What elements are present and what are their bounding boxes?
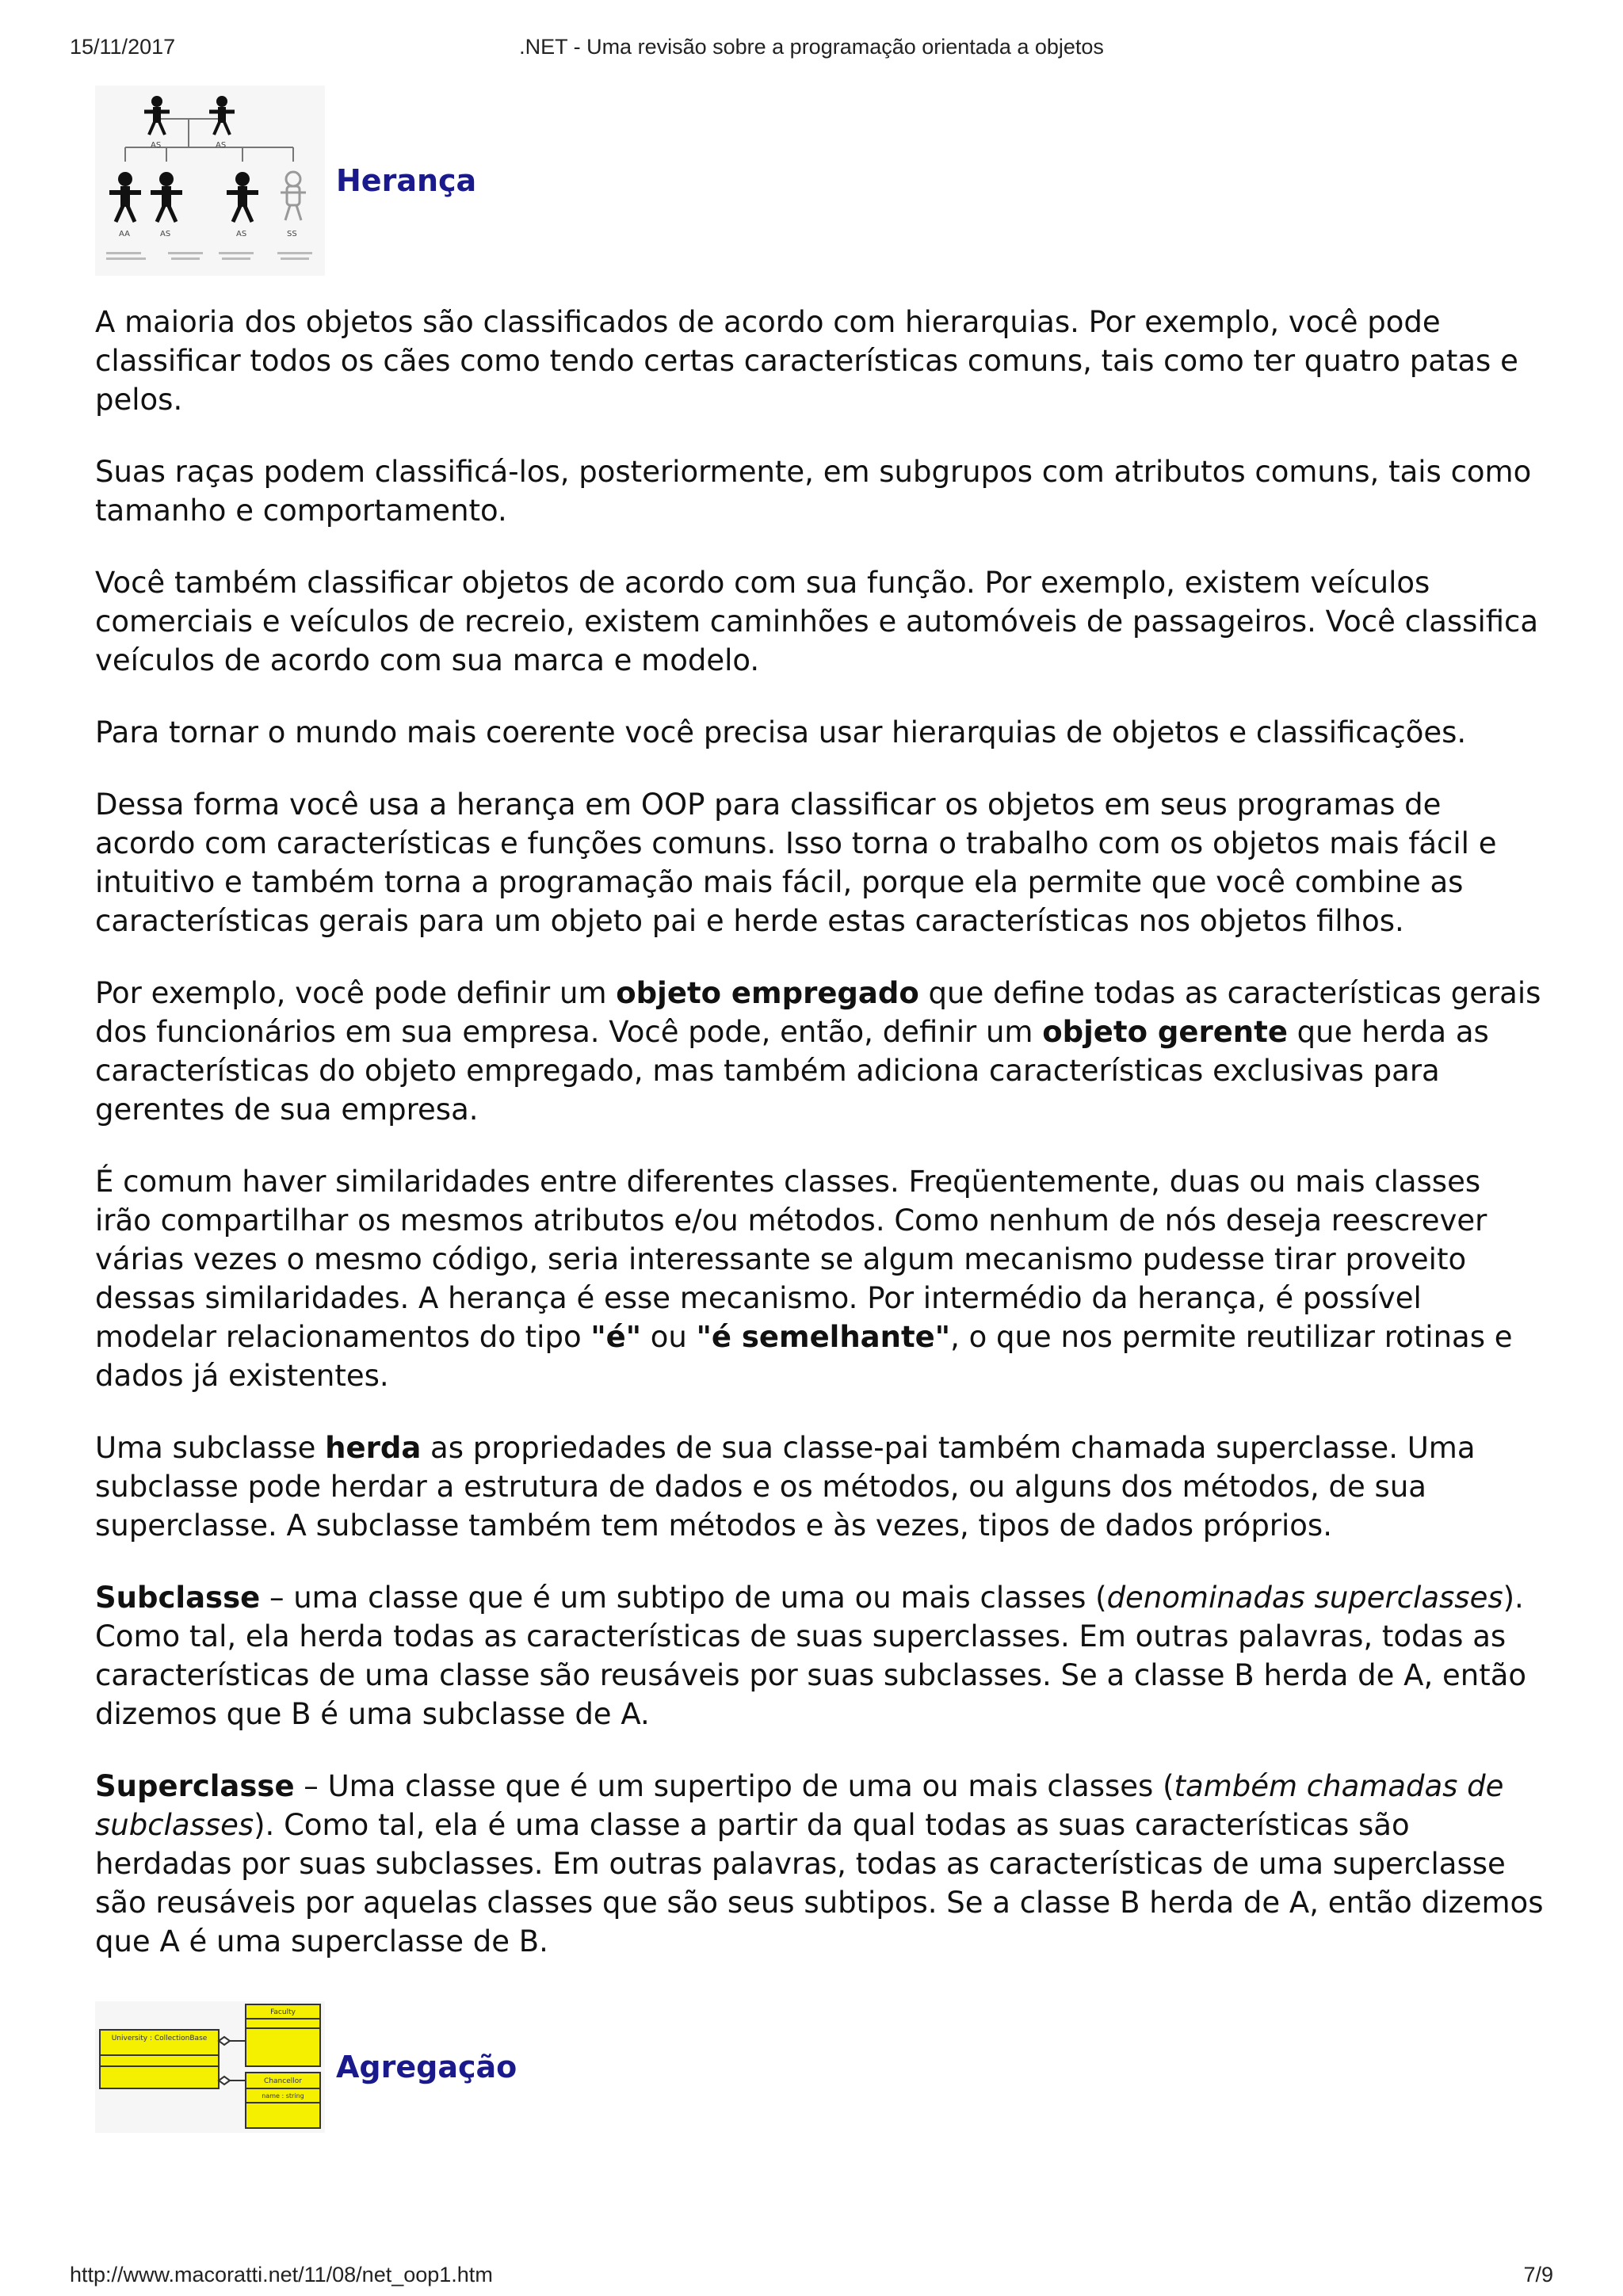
bold-term: Subclasse: [95, 1581, 261, 1615]
aggregation-uml-figure: [95, 2001, 325, 2133]
section-title-agregacao: Agregação: [336, 2050, 517, 2084]
svg-text:name : string: name : string: [262, 2092, 304, 2100]
paragraph: Para tornar o mundo mais coerente você precisa usar hierarquias de objetos e classificações.: [95, 715, 1467, 749]
svg-text:Faculty: Faculty: [270, 2008, 296, 2016]
heranca-section-header: [95, 86, 476, 276]
print-header: [70, 35, 1553, 67]
inheritance-figure: [95, 86, 325, 276]
paragraph: Por exemplo, você pode definir um objeto empregado que define todas as características gerais dos funcionários em sua empresa. Você pode, então, definir um objeto gerente que herda as características do objeto empregado, mas também adiciona características exclusivas para gerentes de sua empresa.: [95, 976, 1541, 1127]
print-footer: [70, 2263, 1553, 2294]
svg-text:AS: AS: [216, 141, 227, 150]
agregacao-section-header: [95, 2001, 517, 2133]
bold-term: "é": [590, 1320, 642, 1354]
article-body: [95, 303, 1545, 1994]
paragraph: É comum haver similaridades entre diferentes classes. Freqüentemente, duas ou mais classes irão compartilhar os mesmos atributos e/ou métodos. Como nenhum de nós deseja reescrever várias vezes o mesmo código, seria interessante se algum mecanismo pudesse tirar proveito dessas similaridades. A herança é esse mecanismo. Por intermédio da herança, é possível modelar relacionamentos do tipo "é" ou "é semelhante", o que nos permite reutilizar rotinas e dados já existentes.: [95, 1165, 1513, 1393]
page-number: 7/9: [1523, 2263, 1553, 2286]
print-title: .NET - Uma revisão sobre a programação orientada a objetos: [519, 35, 1104, 59]
svg-text:AS: AS: [160, 230, 171, 238]
print-url: http://www.macoratti.net/11/08/net_oop1.htm: [70, 2263, 493, 2286]
italic-term: também chamadas de subclasses: [95, 1769, 1504, 1842]
svg-text:University : CollectionBase: University : CollectionBase: [111, 2035, 208, 2042]
paragraph: Superclasse – Uma classe que é um supertipo de uma ou mais classes (também chamadas de subclasses). Como tal, ela é uma classe a partir da qual todas as suas características são herdadas por suas subclasses. Em outras palavras, todas as características de uma superclasse são reusáveis por aquelas classes que são seus subtipos. Se a classe B herda de A, então dizemos que A é uma superclasse de B.: [95, 1769, 1544, 1958]
svg-text:AA: AA: [119, 230, 130, 238]
paragraph: Suas raças podem classificá-los, posteriormente, em subgrupos com atributos comuns, tais como tamanho e comportamento.: [95, 455, 1532, 528]
bold-term: objeto empregado: [616, 976, 919, 1010]
print-date: 15/11/2017: [70, 35, 176, 59]
svg-text:SS: SS: [287, 230, 297, 238]
svg-text:AS: AS: [151, 141, 162, 150]
bold-term: Superclasse: [95, 1769, 295, 1803]
bold-term: objeto gerente: [1042, 1015, 1288, 1049]
svg-text:Chancellor: Chancellor: [264, 2077, 302, 2085]
paragraph: Uma subclasse herda as propriedades de sua classe-pai também chamada superclasse. Uma subclasse pode herdar a estrutura de dados e os métodos, ou alguns dos métodos, de sua superclasse. A subclasse também tem métodos e às vezes, tipos de dados próprios.: [95, 1431, 1476, 1543]
paragraph: Subclasse – uma classe que é um subtipo de uma ou mais classes (denominadas superclasses). Como tal, ela herda todas as características de suas superclasses. Em outras palavras, todas as características de uma classe são reusáveis por suas subclasses. Se a classe B herda de A, então dizemos que B é uma subclasse de A.: [95, 1581, 1527, 1731]
section-title-heranca: Herança: [336, 163, 477, 198]
bold-term: "é semelhante": [696, 1320, 951, 1354]
paragraph: A maioria dos objetos são classificados de acordo com hierarquias. Por exemplo, você pode classificar todos os cães como tendo certas características comuns, tais como ter quatro patas e pelos.: [95, 305, 1518, 417]
paragraph: Você também classificar objetos de acordo com sua função. Por exemplo, existem veículos comerciais e veículos de recreio, existem caminhões e automóveis de passageiros. Você classifica veículos de acordo com sua marca e modelo.: [95, 566, 1539, 677]
svg-text:AS: AS: [236, 230, 247, 238]
italic-term: denominadas superclasses: [1106, 1581, 1503, 1615]
paragraph: Dessa forma você usa a herança em OOP para classificar os objetos em seus programas de acordo com características e funções comuns. Isso torna o trabalho com os objetos mais fácil e intuitivo e também torna a programação mais fácil, porque ela permite que você combine as características gerais para um objeto pai e herde estas características nos objetos filhos.: [95, 788, 1497, 938]
bold-term: herda: [325, 1431, 422, 1465]
